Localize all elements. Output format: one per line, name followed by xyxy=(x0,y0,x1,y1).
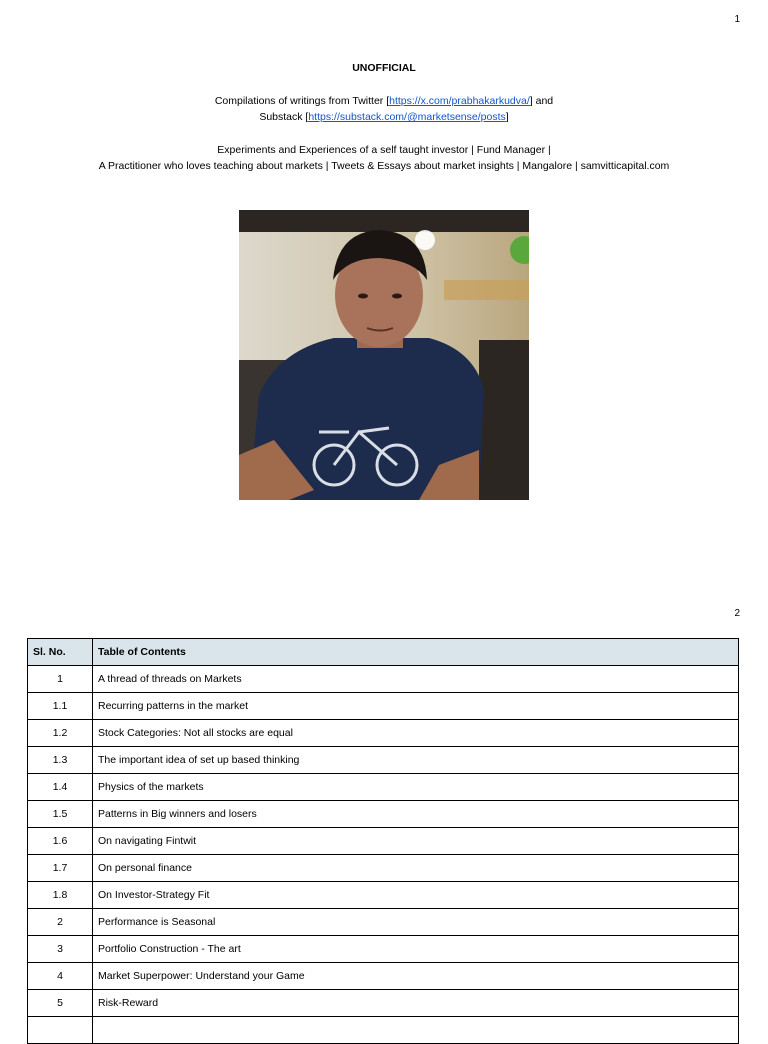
toc-title: Recurring patterns in the market xyxy=(93,693,739,720)
substack-prefix: Substack [ xyxy=(259,111,309,123)
toc-number: 4 xyxy=(28,963,93,990)
substack-source-line xyxy=(0,109,768,125)
twitter-suffix: ] and xyxy=(529,95,554,107)
toc-header-number: Sl. No. xyxy=(28,639,93,666)
table-row[interactable] xyxy=(28,666,739,693)
bio-line-1: Experiments and Experiences of a self taught investor | Fund Manager | xyxy=(217,144,551,156)
toc-number: 1 xyxy=(28,666,93,693)
table-row[interactable] xyxy=(28,882,739,909)
table-row[interactable] xyxy=(28,855,739,882)
toc-title: Risk-Reward xyxy=(93,990,739,1017)
toc-number xyxy=(28,1017,93,1044)
twitter-link[interactable]: https://x.com/prabhakarkudva/ xyxy=(389,95,530,107)
toc-title: Portfolio Construction - The art xyxy=(93,936,739,963)
toc-title: Performance is Seasonal xyxy=(93,909,739,936)
toc-number: 1.4 xyxy=(28,774,93,801)
table-row[interactable] xyxy=(28,963,739,990)
table-row[interactable] xyxy=(28,693,739,720)
toc-title: Market Superpower: Understand your Game xyxy=(93,963,739,990)
table-row[interactable] xyxy=(28,747,739,774)
author-photo xyxy=(239,210,529,500)
document-heading: UNOFFICIAL xyxy=(352,62,416,74)
twitter-prefix: Compilations of writings from Twitter [ xyxy=(214,95,390,107)
toc-title: On Investor-Strategy Fit xyxy=(93,882,739,909)
table-row[interactable] xyxy=(28,828,739,855)
table-of-contents xyxy=(27,638,739,1044)
toc-number: 1.2 xyxy=(28,720,93,747)
table-row[interactable] xyxy=(28,720,739,747)
toc-title: On personal finance xyxy=(93,855,739,882)
toc-title: On navigating Fintwit xyxy=(93,828,739,855)
table-row[interactable] xyxy=(28,774,739,801)
toc-header-row xyxy=(28,639,739,666)
table-row[interactable] xyxy=(28,801,739,828)
twitter-source-line xyxy=(0,93,768,109)
toc-header-title: Table of Contents xyxy=(93,639,739,666)
toc-number: 1.7 xyxy=(28,855,93,882)
toc-number: 1.3 xyxy=(28,747,93,774)
toc-title: A thread of threads on Markets xyxy=(93,666,739,693)
toc-number: 1.8 xyxy=(28,882,93,909)
toc-title xyxy=(93,1017,739,1044)
bio-line-2: A Practitioner who loves teaching about markets | Tweets & Essays about market insights | Mangalore | samvitticapital.com xyxy=(98,160,670,172)
toc-number: 2 xyxy=(28,909,93,936)
toc-number: 1.5 xyxy=(28,801,93,828)
table-row[interactable] xyxy=(28,909,739,936)
toc-number: 1.6 xyxy=(28,828,93,855)
table-row[interactable] xyxy=(28,936,739,963)
table-row[interactable] xyxy=(28,1017,739,1044)
toc-title: Patterns in Big winners and losers xyxy=(93,801,739,828)
table-row[interactable] xyxy=(28,990,739,1017)
toc-number: 3 xyxy=(28,936,93,963)
toc-title: Stock Categories: Not all stocks are equal xyxy=(93,720,739,747)
page-number-1: 1 xyxy=(734,14,740,25)
toc-number: 1.1 xyxy=(28,693,93,720)
toc-title: The important idea of set up based thinking xyxy=(93,747,739,774)
substack-suffix: ] xyxy=(505,111,509,123)
toc-number: 5 xyxy=(28,990,93,1017)
substack-link[interactable]: https://substack.com/@marketsense/posts xyxy=(308,111,506,123)
toc-title: Physics of the markets xyxy=(93,774,739,801)
page-number-2: 2 xyxy=(734,608,740,619)
